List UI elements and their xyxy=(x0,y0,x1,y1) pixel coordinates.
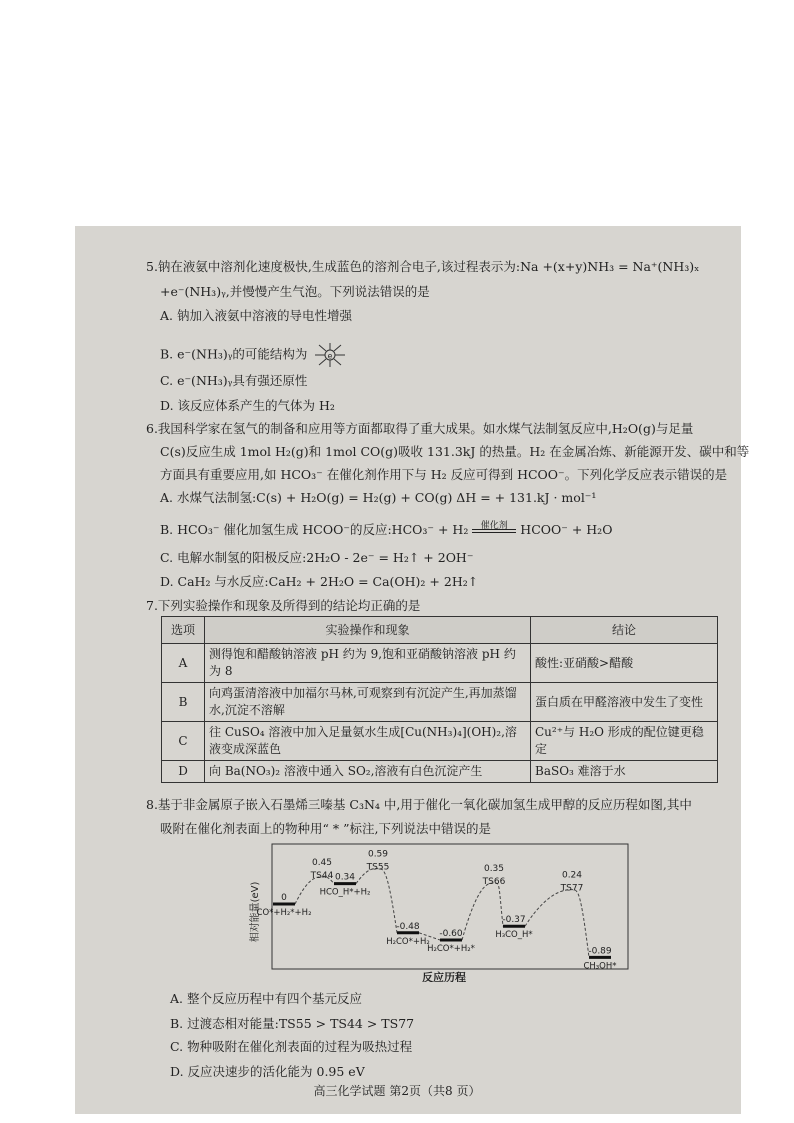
energy-value-label: -0.48 xyxy=(396,921,420,932)
q8-option-a: A. 整个反应历程中有四个基元反应 xyxy=(170,991,362,1006)
q5-option-c: C. e⁻(NH₃)ᵧ具有强还原性 xyxy=(160,373,308,388)
q6-option-a: A. 水煤气法制氢:C(s) + H₂O(g) = H₂(g) + CO(g) ΔH = + 131.kJ · mol⁻¹ xyxy=(160,490,597,505)
row-conclusion: 酸性:亚硝酸>醋酸 xyxy=(531,644,718,683)
ts-energy-label: 0.24 xyxy=(561,870,583,881)
energy-value-label: -0.60 xyxy=(439,929,463,939)
ts-energy-label: 0.35 xyxy=(483,864,505,874)
row-option: C xyxy=(162,722,205,761)
species-label: CH₃OH* xyxy=(583,961,617,972)
row-conclusion: BaSO₃ 难溶于水 xyxy=(531,761,718,783)
ts-energy-label: 0.59 xyxy=(367,849,389,860)
solvated-electron-structure-icon xyxy=(311,341,349,369)
species-label: CO*+H₂*+H₂ xyxy=(256,908,312,918)
species-label: HCO_H*+H₂ xyxy=(319,887,371,898)
table-header-operation: 实验操作和现象 xyxy=(205,617,531,644)
q5-stem-line-2: +e⁻(NH₃)ᵧ,并慢慢产生气泡。下列说法错误的是 xyxy=(160,284,430,299)
table-header-row xyxy=(162,617,718,644)
energy-curve-segment xyxy=(525,890,589,958)
q5-option-a: A. 钠加入液氨中溶液的导电性增强 xyxy=(160,308,352,323)
q6-option-b-left: B. HCO₃⁻ 催化加氢生成 HCOO⁻的反应:HCO₃⁻ + H₂ xyxy=(160,522,469,537)
q7-stem: 7.下列实验操作和现象及所得到的结论均正确的是 xyxy=(146,598,421,613)
row-option: A xyxy=(162,644,205,683)
energy-value-label: -0.89 xyxy=(588,946,612,957)
q6-option-b xyxy=(160,522,612,538)
q6-option-b-right: HCOO⁻ + H₂O xyxy=(520,522,613,537)
catalyst-label: 催化剂 xyxy=(480,520,508,531)
q5-option-b-text: B. e⁻(NH₃)ᵧ的可能结构为 xyxy=(160,346,308,362)
q8-option-c: C. 物种吸附在催化剂表面的过程为吸热过程 xyxy=(170,1039,413,1054)
q5-stem-line-1: 5.钠在液氨中溶剂化速度极快,生成蓝色的溶剂合电子,该过程表示为:Na +(x+y)NH₃ = Na⁺(NH₃)ₓ xyxy=(146,259,700,274)
ts-label: TS66 xyxy=(482,877,506,887)
q8-option-d: D. 反应决速步的活化能为 0.95 eV xyxy=(170,1064,365,1079)
y-axis-label: 相对能量(eV) xyxy=(250,881,261,943)
q8-option-b: B. 过渡态相对能量:TS55 > TS44 > TS77 xyxy=(170,1016,415,1031)
q6-stem-line-3: 方面具有重要应用,如 HCO₃⁻ 在催化剂作用下与 H₂ 反应可得到 HCOO⁻。下列化学反应表示错误的是 xyxy=(160,467,728,482)
svg-text:e: e xyxy=(327,351,333,361)
q5-option-d: D. 该反应体系产生的气体为 H₂ xyxy=(160,398,335,413)
q6-option-c: C. 电解水制氢的阳极反应:2H₂O - 2e⁻ = H₂↑ + 2OH⁻ xyxy=(160,550,474,565)
row-operation: 向 Ba(NO₃)₂ 溶液中通入 SO₂,溶液有白色沉淀产生 xyxy=(205,761,531,783)
q5-option-b xyxy=(160,341,349,369)
energy-value-label: 0.34 xyxy=(334,872,356,883)
table-header-option: 选项 xyxy=(162,617,205,644)
row-operation: 测得饱和醋酸钠溶液 pH 约为 9,饱和亚硝酸钠溶液 pH 约为 8 xyxy=(205,644,531,683)
q6-option-d: D. CaH₂ 与水反应:CaH₂ + 2H₂O = Ca(OH)₂ + 2H₂↑ xyxy=(160,574,479,589)
species-label: H₂CO*+H₂* xyxy=(427,944,475,954)
ts-label: TS44 xyxy=(310,871,334,881)
table-row xyxy=(162,683,718,722)
table-header-conclusion: 结论 xyxy=(531,617,718,644)
row-operation: 往 CuSO₄ 溶液中加入足量氨水生成[Cu(NH₃)₄](OH)₂,溶液变成深蓝色 xyxy=(205,722,531,761)
ts-label: TS77 xyxy=(560,883,584,894)
x-axis-label: 反应历程 xyxy=(422,971,466,982)
ts-label: TS55 xyxy=(366,862,390,873)
experiment-table xyxy=(161,616,718,783)
row-option: D xyxy=(162,761,205,783)
table-row xyxy=(162,644,718,683)
q8-stem-line-1: 8.基于非金属原子嵌入石墨烯三嗪基 C₃N₄ 中,用于催化一氧化碳加氢生成甲醇的反应历程如图,其中 xyxy=(146,797,692,812)
species-label: H₃CO_H* xyxy=(495,930,533,941)
catalyst-arrow xyxy=(472,520,516,533)
table-row xyxy=(162,761,718,783)
row-option: B xyxy=(162,683,205,722)
energy-value-label: 0 xyxy=(281,893,287,903)
q8-stem-line-2: 吸附在催化剂表面上的物种用“ * ”标注,下列说法中错误的是 xyxy=(160,821,491,836)
row-conclusion: Cu²⁺与 H₂O 形成的配位键更稳定 xyxy=(531,722,718,761)
q6-stem-line-1: 6.我国科学家在氢气的制备和应用等方面都取得了重大成果。如水煤气法制氢反应中,H₂O(g)与足量 xyxy=(146,421,694,436)
q6-stem-line-2: C(s)反应生成 1mol H₂(g)和 1mol CO(g)吸收 131.3kJ 的热量。H₂ 在金属冶炼、新能源开发、碳中和等 xyxy=(160,444,750,459)
ts-energy-label: 0.45 xyxy=(311,858,333,868)
page-footer: 高三化学试题 第2页（共8 页） xyxy=(313,1084,481,1098)
energy-curve-segment xyxy=(356,869,397,933)
row-operation: 向鸡蛋清溶液中加福尔马林,可观察到有沉淀产生,再加蒸馏水,沉淀不溶解 xyxy=(205,683,531,722)
energy-profile-chart xyxy=(244,842,632,982)
table-row xyxy=(162,722,718,761)
energy-value-label: -0.37 xyxy=(502,915,526,926)
row-conclusion: 蛋白质在甲醛溶液中发生了变性 xyxy=(531,683,718,722)
species-label: H₂CO*+H₂ xyxy=(386,936,430,947)
